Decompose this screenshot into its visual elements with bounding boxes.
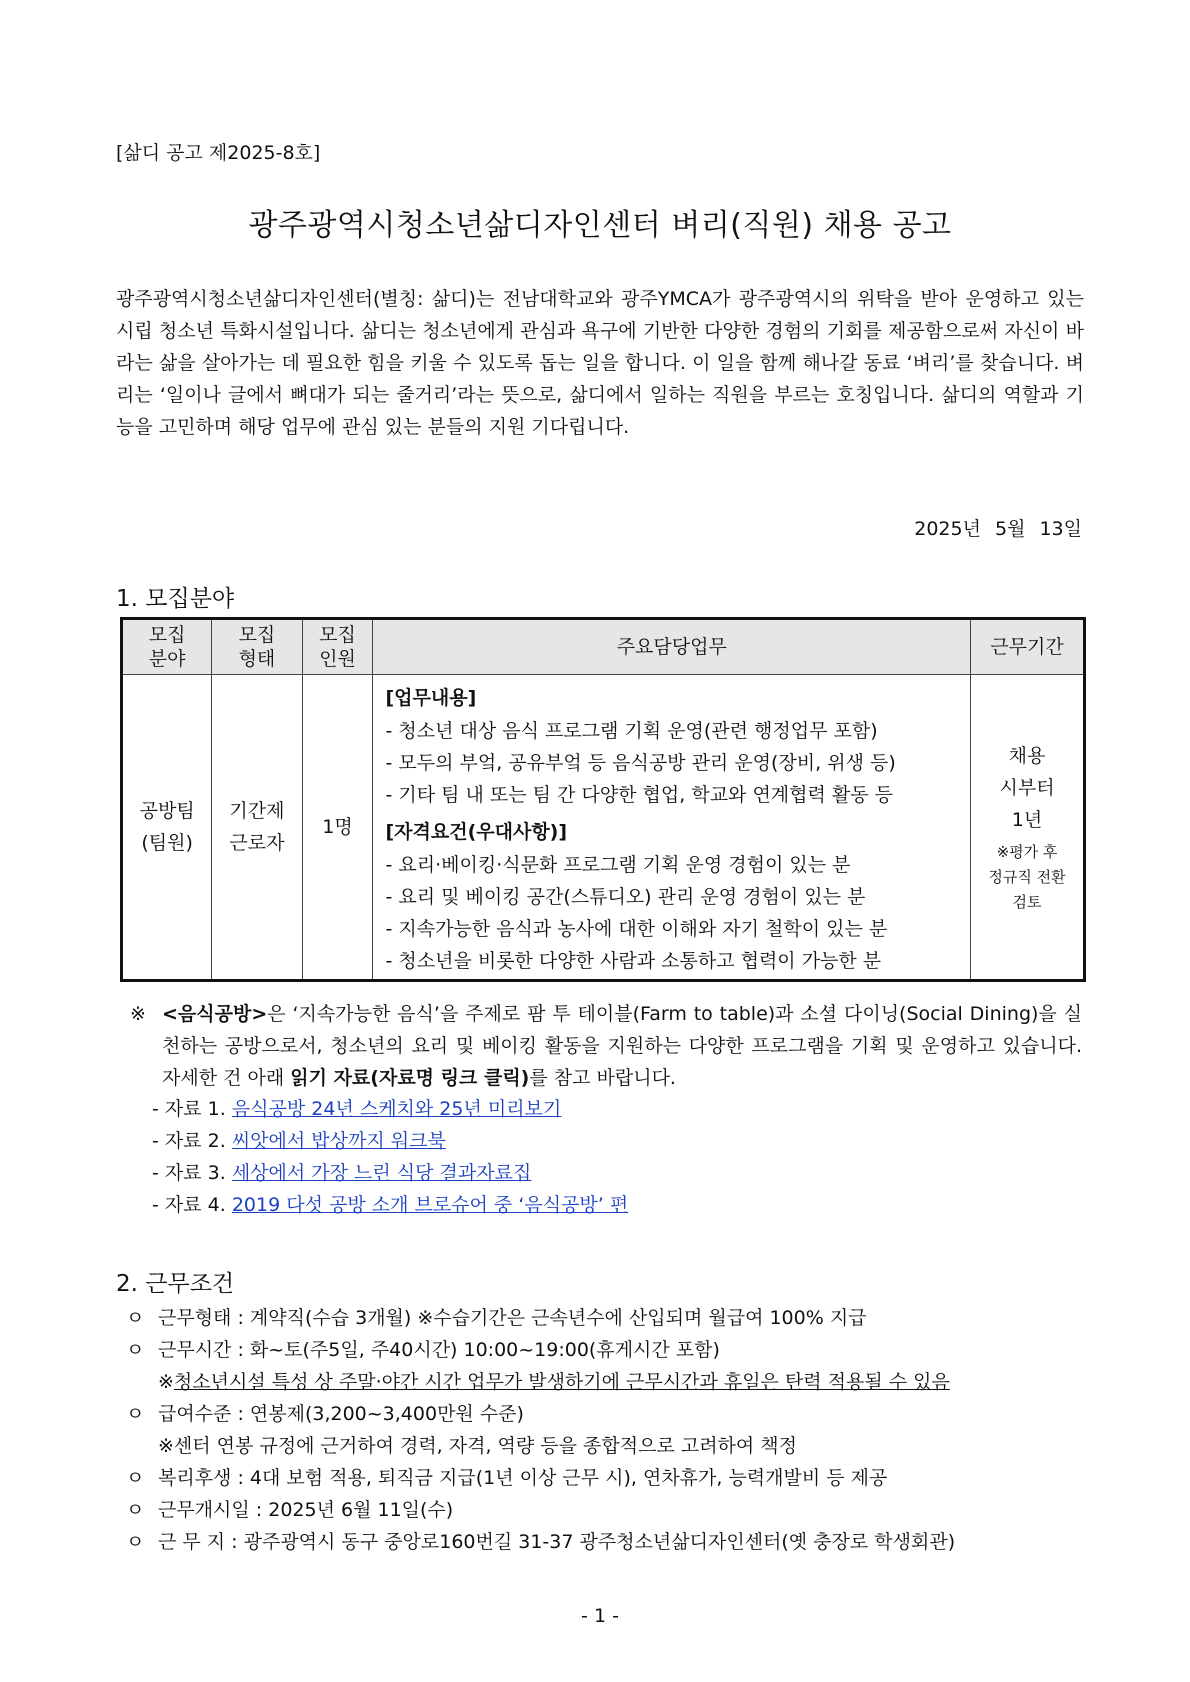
duty-item: - 기타 팀 내 또는 팀 간 다양한 협업, 학교와 연계협력 활동 등 [385,784,893,806]
reference-prefix: - 자료 4. [152,1194,226,1216]
list-item [126,1526,1086,1558]
cell-type [212,675,302,981]
work-conditions-list [126,1302,1086,1558]
section2-heading: 2. 근무조건 [116,1271,235,1297]
qualifications-heading: [자격요건(우대사항)] [385,821,568,843]
page-title: 광주광역시청소년삶디자인센터 벼리(직원) 채용 공고 [248,208,952,243]
bullet-mark: ㅇ [126,1467,145,1489]
reference-prefix: - 자료 2. [152,1130,226,1152]
salary-note: ※센터 연봉 규정에 근거하여 경력, 자격, 역량 등을 종합적으로 고려하여 책정 [158,1435,798,1457]
section1-heading: 1. 모집분야 [116,586,235,612]
document-page [116,0,1084,1682]
doc-number: [삶디 공고 제2025-8호] [116,142,321,164]
period-line1: 채용 [1008,744,1046,767]
workshop-note [130,998,1082,1094]
table-row [122,675,1085,981]
header-period: 근무기간 [971,619,1085,675]
hours-note-mark: ※ [158,1371,174,1393]
duties-heading: [업무내용] [385,687,477,709]
period-note-line2: 정규직 전환 [988,867,1066,886]
duty-item: - 모두의 부엌, 공유부엌 등 음식공방 관리 운영(장비, 위생 등) [385,752,896,774]
reference-prefix: - 자료 1. [152,1098,226,1120]
announcement-date: 2025년 5월 13일 [914,518,1082,540]
recruitment-table [120,617,1086,982]
period-line2: 시부터 [999,776,1055,799]
list-item [152,1125,628,1157]
period-note-line1: ※평가 후 [996,842,1058,861]
header-duties: 주요담당업무 [373,619,971,675]
note-tail: 를 참고 바랍니다. [529,1067,676,1089]
qualification-item: - 요리 및 베이킹 공간(스튜디오) 관리 운영 경험이 있는 분 [385,886,866,908]
bullet-mark: ㅇ [126,1339,145,1361]
header-count-line2: 인원 [319,648,356,670]
hours-note [126,1366,1086,1398]
reference-list [152,1093,628,1221]
note-body: 은 ‘지속가능한 음식’을 주제로 팜 투 테이블(Farm to table)과 소셜 다이닝(Social Dining)을 실천하는 공방으로서, 청소년의 요리 및 베이킹 활동을 지원하는 다양한 프로그램을 기획 및 운영하고 있습니다. 자세한 건 아래 [162,1003,1082,1089]
reference-link[interactable]: 2019 다섯 공방 소개 브로슈어 중 ‘음식공방’ 편 [231,1194,629,1216]
list-item [152,1093,628,1125]
condition-start-date: 근무개시일 : 2025년 6월 11일(수) [158,1499,454,1521]
reference-link[interactable]: 음식공방 24년 스케치와 25년 미리보기 [231,1098,562,1120]
period-line3: 1년 [1011,808,1043,831]
type-line1: 기간제 [229,800,285,822]
header-type-line1: 모집 [238,624,276,646]
condition-salary: 급여수준 : 연봉제(3,200~3,400만원 수준) [158,1403,524,1425]
reference-prefix: - 자료 3. [152,1162,226,1184]
condition-location: 근 무 지 : 광주광역시 동구 중앙로160번길 31-37 광주청소년삶디자인센터(옛 충장로 학생회관) [158,1531,956,1553]
list-item [152,1157,628,1189]
field-line1: 공방팀 [139,800,195,822]
period-note [972,840,1082,915]
hours-note-text: 청소년시설 특성 상 주말·야간 시간 업무가 발생하기에 근무시간과 휴일은 탄력 적용될 수 있음 [173,1371,950,1393]
list-item [126,1302,1086,1334]
header-count-line1: 모집 [319,624,356,646]
list-item [126,1398,1086,1430]
cell-duties [373,675,971,981]
note-text [162,998,1082,1094]
reference-link[interactable]: 씨앗에서 밥상까지 워크북 [231,1130,446,1152]
list-item [152,1189,628,1221]
bullet-mark: ㅇ [126,1531,145,1553]
qualification-item: - 청소년을 비롯한 다양한 사람과 소통하고 협력이 가능한 분 [385,950,882,972]
note-workshop-name: <음식공방> [162,1003,268,1025]
type-line2: 근로자 [229,832,285,854]
header-field [122,619,212,675]
condition-hours: 근무시간 : 화~토(주5일, 주40시간) 10:00~19:00(휴게시간 포함) [158,1339,720,1361]
header-count [302,619,373,675]
qualification-item: - 요리·베이킹·식문화 프로그램 기획 운영 경험이 있는 분 [385,854,851,876]
bullet-mark: ㅇ [126,1403,145,1425]
field-line2: (팀원) [141,832,193,854]
duty-item: - 청소년 대상 음식 프로그램 기획 운영(관련 행정업무 포함) [385,720,878,742]
list-item [126,1334,1086,1366]
bullet-mark: ㅇ [126,1499,145,1521]
header-type [212,619,302,675]
note-mark: ※ [130,1003,146,1025]
bullet-mark: ㅇ [126,1307,145,1329]
cell-field [122,675,212,981]
list-item [126,1462,1086,1494]
note-reading-hint: 읽기 자료(자료명 링크 클릭) [290,1067,530,1089]
cell-period [971,675,1085,981]
page-number: - 1 - [581,1605,619,1627]
list-item [126,1494,1086,1526]
header-field-line2: 분야 [148,648,186,670]
reference-link[interactable]: 세상에서 가장 느린 식당 결과자료집 [231,1162,532,1184]
condition-welfare: 복리후생 : 4대 보험 적용, 퇴직금 지급(1년 이상 근무 시), 연차휴가, 능력개발비 등 제공 [158,1467,888,1489]
period-note-line3: 검토 [1012,892,1042,911]
header-field-line1: 모집 [148,624,186,646]
intro-paragraph: 광주광역시청소년삶디자인센터(별칭: 삶디)는 전남대학교와 광주YMCA가 광주광역시의 위탁을 받아 운영하고 있는 시립 청소년 특화시설입니다. 삶디는 청소년에게 관심과 욕구에 기반한 다양한 경험의 기회를 제공함으로써 자신이 바라는 삶을 살아가는 데 필요한 힘을 키울 수 있도록 돕는 일을 합니다. 이 일을 함께 해나갈 동료 ‘벼리’를 찾습니다. 벼리는 ‘일이나 글에서 뼈대가 되는 줄거리’라는 뜻으로, 삶디에서 일하는 직원을 부르는 호칭입니다. 삶디의 역할과 기능을 고민하며 해당 업무에 관심 있는 분들의 지원 기다립니다. [116,288,1084,438]
header-type-line2: 형태 [238,648,276,670]
cell-count: 1명 [302,675,373,981]
table-header-row [122,619,1085,675]
qualification-item: - 지속가능한 음식과 농사에 대한 이해와 자기 철학이 있는 분 [385,918,888,940]
condition-employment: 근무형태 : 계약직(수습 3개월) ※수습기간은 근속년수에 산입되며 월급여 100% 지급 [158,1307,867,1329]
